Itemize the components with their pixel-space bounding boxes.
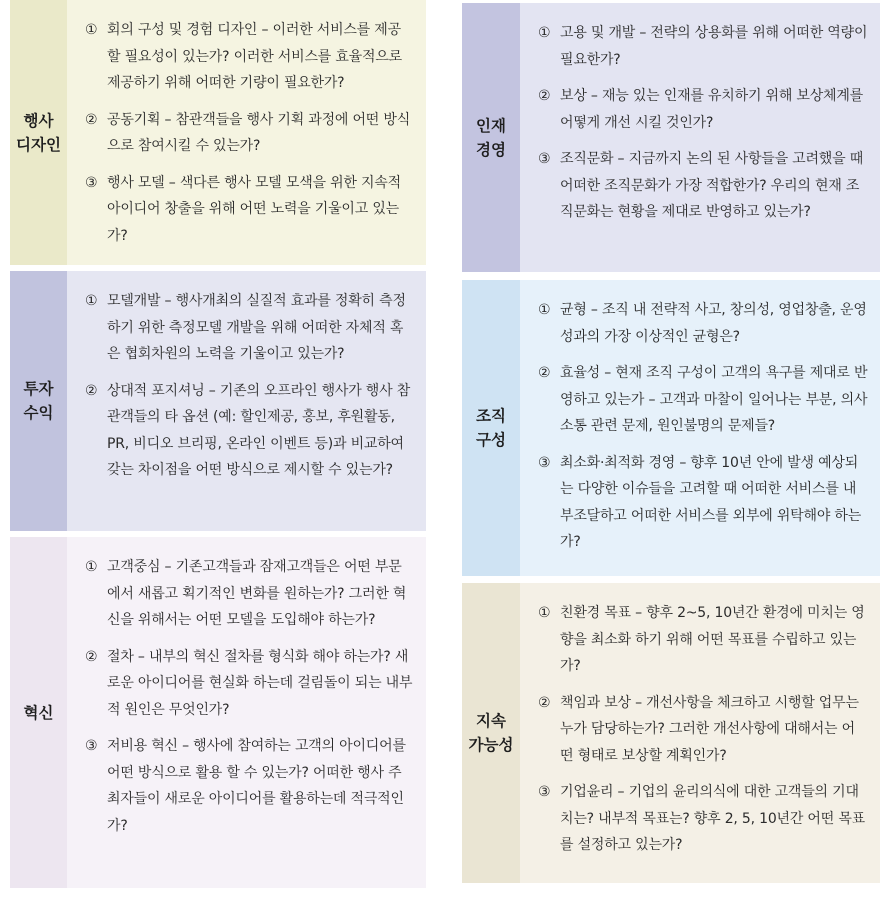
section-content xyxy=(67,271,426,531)
category-label: 혁신 xyxy=(10,537,67,888)
section-content xyxy=(520,280,880,576)
section-sustainability xyxy=(462,583,880,883)
list-item: ② 효율성 – 현재 조직 구성이 고객의 욕구를 제대로 반영하고 있는가 – 고객과 마찰이 일어나는 부분, 의사소통 관련 문제, 원인불명의 문제들? xyxy=(538,365,868,434)
list-item: ① 모델개발 – 행사개최의 실질적 효과를 정확히 측정하기 위한 측정모델 개발을 위해 어떠한 자체적 혹은 협회차원의 노력을 기울이고 있는가? xyxy=(85,293,406,362)
category-label: 조직 구성 xyxy=(462,280,520,576)
list-item: ③ 최소화·최적화 경영 – 향후 10년 안에 발생 예상되는 다양한 이슈들을 고려할 때 어떠한 서비스를 내부조달하고 어떠한 서비스를 외부에 위탁해야 하는가? xyxy=(538,454,862,550)
list-item: ③ 저비용 혁신 – 행사에 참여하는 고객의 아이디어를 어떤 방식으로 활용 할 수 있는가? 어떠한 행사 주최자들이 새로운 아이디어를 활용하는데 적극적인가? xyxy=(85,738,406,834)
list-item: ② 책임과 보상 – 개선사항을 체크하고 시행할 업무는 누가 담당하는가? 그러한 개선사항에 대해서는 어떤 형태로 보상할 계획인가? xyxy=(538,694,859,764)
section-content xyxy=(520,3,880,272)
list-item: ① 고용 및 개발 – 전략의 상용화를 위해 어떠한 역량이 필요한가? xyxy=(538,25,868,68)
list-item: ① 균형 – 조직 내 전략적 사고, 창의성, 영업창출, 운영성과의 가장 이상적인 균형은? xyxy=(538,302,867,345)
category-label: 인재 경영 xyxy=(462,3,520,272)
list-item: ① 회의 구성 및 경험 디자인 – 이러한 서비스를 제공할 필요성이 있는가? 이러한 서비스를 효율적으로 제공하기 위해 어떠한 기량이 필요한가? xyxy=(85,22,402,91)
section-event-design xyxy=(10,0,426,265)
list-item: ③ 행사 모델 – 색다른 행사 모델 모색을 위한 지속적 아이디어 창출을 위해 어떤 노력을 기울이고 있는가? xyxy=(85,174,401,244)
section-innovation xyxy=(10,537,426,888)
list-item: ② 공동기획 – 참관객들을 행사 기획 과정에 어떤 방식으로 참여시킬 수 있는가? xyxy=(85,111,411,154)
list-item: ① 고객중심 – 기존고객들과 잠재고객들은 어떤 부문에서 새롭고 획기적인 변화를 원하는가? 그러한 혁신을 위해서는 어떤 모델을 도입해야 하는가? xyxy=(85,559,407,628)
section-organization xyxy=(462,280,880,576)
list-item: ③ 조직문화 – 지금까지 논의 된 사항들을 고려했을 때 어떠한 조직문화가 가장 적합한가? 우리의 현재 조직문화는 현황을 제대로 반영하고 있는가? xyxy=(538,151,864,220)
section-content xyxy=(67,0,426,265)
category-label: 행사 디자인 xyxy=(10,0,67,265)
list-item: ③ 기업윤리 – 기업의 윤리의식에 대한 고객들의 기대치는? 내부적 목표는? 향후 2, 5, 10년간 어떤 목표를 설정하고 있는가? xyxy=(538,784,865,853)
category-label: 지속 가능성 xyxy=(462,583,520,883)
list-item: ① 친환경 목표 – 향후 2~5, 10년간 환경에 미치는 영향을 최소화 하기 위해 어떤 목표를 수립하고 있는가? xyxy=(538,605,865,674)
section-content xyxy=(67,537,426,888)
section-content xyxy=(520,583,880,883)
category-label: 투자 수익 xyxy=(10,271,67,531)
list-item: ② 절차 – 내부의 혁신 절차를 형식화 해야 하는가? 새로운 아이디어를 현실화 하는데 걸림돌이 되는 내부적 원인은 무엇인가? xyxy=(85,648,413,718)
section-investment-return xyxy=(10,271,426,531)
section-talent-management xyxy=(462,3,880,272)
list-item: ② 보상 – 재능 있는 인재를 유치하기 위해 보상체계를 어떻게 개선 시킬 것인가? xyxy=(538,88,864,131)
list-item: ② 상대적 포지셔닝 – 기존의 오프라인 행사가 행사 참관객들의 타 옵션 (예: 할인제공, 홍보, 후원활동, PR, 비디오 브리핑, 온라인 이벤트 등)과 비교하여 갖는 차이점을 어떤 방식으로 제시할 수 있는가? xyxy=(85,382,411,478)
